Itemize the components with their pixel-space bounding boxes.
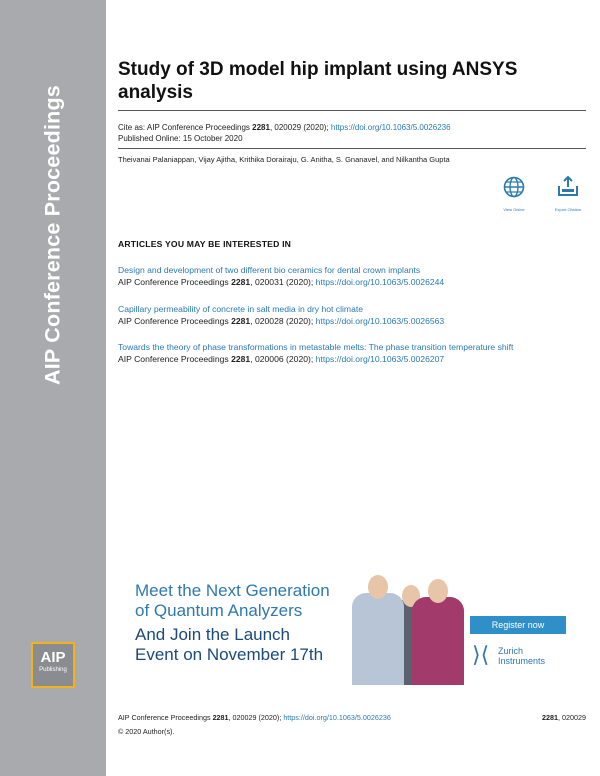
title-divider bbox=[118, 110, 586, 111]
zurich-logo-text bbox=[498, 646, 545, 666]
person-head bbox=[368, 575, 388, 599]
footer-page-number: , 020029 bbox=[558, 713, 586, 722]
related-article-title[interactable]: Design and development of two different bio ceramics for dental crown implants bbox=[118, 265, 421, 275]
citation-rest: , 020006 (2020); bbox=[250, 354, 316, 364]
footer-citation bbox=[118, 713, 391, 722]
citation-prefix: AIP Conference Proceedings bbox=[118, 277, 232, 287]
view-online-button[interactable] bbox=[494, 176, 534, 212]
ad-headline bbox=[135, 581, 330, 621]
ad-subheadline-line: And Join the Launch bbox=[135, 625, 291, 644]
related-article bbox=[118, 303, 578, 327]
zurich-brand-line: Instruments bbox=[498, 656, 546, 666]
ad-headline-line: of Quantum Analyzers bbox=[135, 601, 303, 620]
footer-page-id bbox=[542, 713, 586, 722]
paper-title: Study of 3D model hip implant using ANSYS analysis bbox=[118, 59, 518, 103]
ad-subheadline-line: Event on November 17th bbox=[135, 645, 324, 664]
related-article-citation bbox=[118, 315, 578, 327]
cite-prefix: Cite as: AIP Conference Proceedings bbox=[118, 123, 253, 132]
citation-prefix: AIP Conference Proceedings bbox=[118, 354, 232, 364]
logo-main-text: AIP bbox=[40, 649, 66, 666]
aip-publishing-logo[interactable] bbox=[31, 642, 75, 688]
ad-headline-line: Meet the Next Generation bbox=[135, 581, 330, 600]
citation-volume: 2281 bbox=[231, 354, 251, 364]
citation-doi-link[interactable]: https://doi.org/10.1063/5.0026244 bbox=[315, 277, 445, 287]
footer-cite-prefix: AIP Conference Proceedings bbox=[118, 713, 213, 722]
related-article-title[interactable]: Capillary permeability of concrete in salt media in dry hot climate bbox=[118, 304, 364, 314]
export-citation-button[interactable] bbox=[548, 176, 588, 212]
zurich-brand-line: Zurich bbox=[498, 646, 524, 656]
related-article-title[interactable]: Towards the theory of phase transformations in metastable melts: The phase transition temperature shift bbox=[118, 342, 514, 352]
related-article-citation bbox=[118, 276, 578, 288]
footer-page-volume: 2281 bbox=[542, 713, 559, 722]
journal-name: AIP Conference Proceedings bbox=[40, 85, 65, 385]
register-now-button[interactable]: Register now bbox=[470, 616, 566, 634]
ad-photo bbox=[350, 565, 465, 685]
citation-doi-link[interactable]: https://doi.org/10.1063/5.0026563 bbox=[315, 316, 445, 326]
published-date: Published Online: 15 October 2020 bbox=[118, 134, 243, 143]
citation-prefix: AIP Conference Proceedings bbox=[118, 316, 232, 326]
advertisement-banner[interactable] bbox=[125, 565, 575, 685]
view-online-label: View Online bbox=[503, 207, 525, 212]
cite-volume: 2281 bbox=[252, 123, 270, 132]
citation-volume: 2281 bbox=[231, 316, 251, 326]
zurich-logo-icon: ⟩⟨ bbox=[472, 642, 490, 667]
citation-volume: 2281 bbox=[231, 277, 251, 287]
related-article bbox=[118, 341, 578, 365]
globe-icon bbox=[503, 185, 525, 202]
person-figure bbox=[352, 593, 404, 685]
footer-doi-link[interactable]: https://doi.org/10.1063/5.0026236 bbox=[283, 713, 391, 722]
export-citation-label: Export Citation bbox=[554, 207, 582, 212]
related-articles-heading: ARTICLES YOU MAY BE INTERESTED IN bbox=[118, 239, 292, 249]
citation-rest: , 020031 (2020); bbox=[250, 277, 316, 287]
person-head bbox=[428, 579, 448, 603]
person-figure bbox=[412, 597, 464, 685]
related-article-citation bbox=[118, 353, 578, 365]
meta-divider bbox=[118, 148, 586, 149]
sidebar-banner bbox=[0, 0, 106, 776]
author-list: Theivanai Palaniappan, Vijay Ajitha, Krithika Dorairaju, G. Anitha, S. Gnanavel, and Nilkantha Gupta bbox=[118, 155, 450, 164]
citation-doi-link[interactable]: https://doi.org/10.1063/5.0026207 bbox=[315, 354, 445, 364]
export-icon bbox=[556, 185, 580, 202]
cite-rest: , 020029 (2020); bbox=[269, 123, 331, 132]
footer-volume: 2281 bbox=[212, 713, 229, 722]
related-article bbox=[118, 264, 578, 288]
cite-doi-link[interactable]: https://doi.org/10.1063/5.0026236 bbox=[330, 123, 451, 132]
cite-as-line bbox=[118, 122, 451, 133]
ad-subheadline bbox=[135, 625, 323, 665]
logo-sub-text: Publishing bbox=[39, 667, 67, 673]
footer-cite-rest: , 020029 (2020); bbox=[228, 713, 284, 722]
copyright-notice: © 2020 Author(s). bbox=[118, 727, 175, 736]
citation-rest: , 020028 (2020); bbox=[250, 316, 316, 326]
